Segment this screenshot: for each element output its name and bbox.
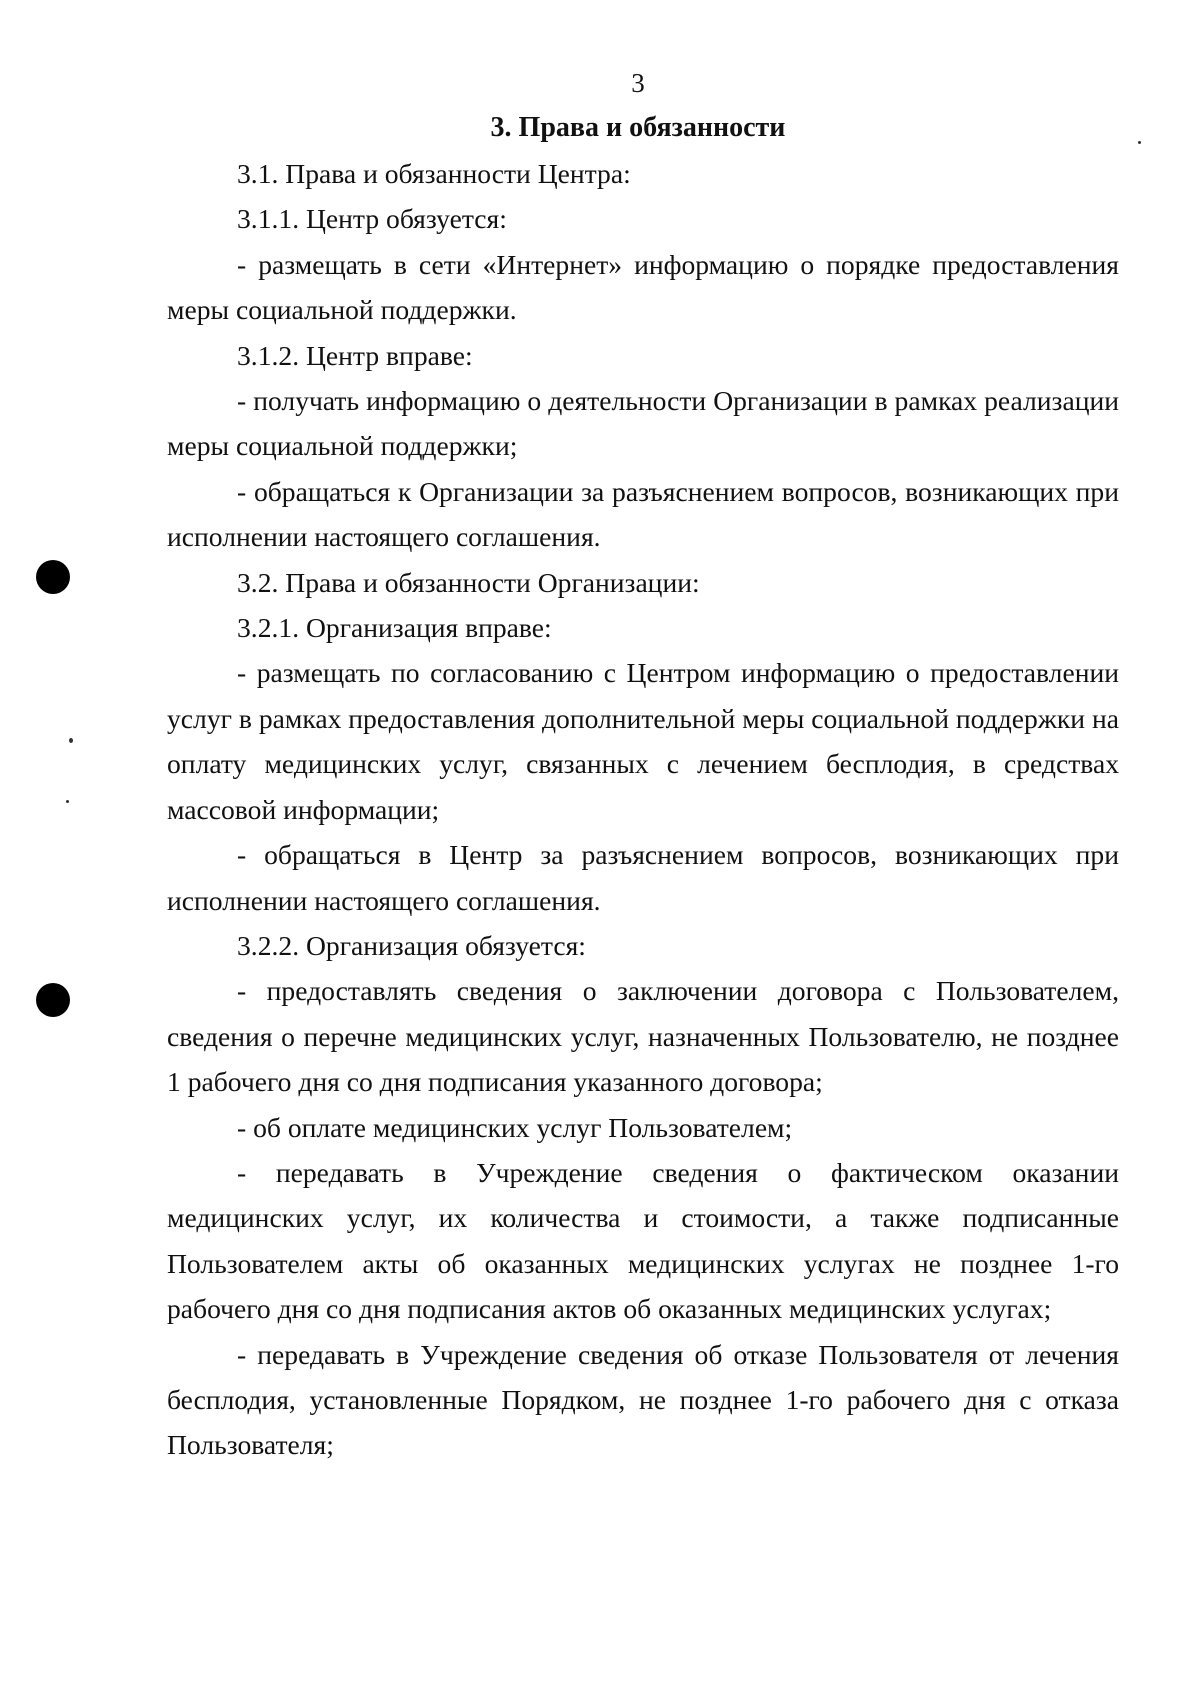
paragraph: - об оплате медицинских услуг Пользователем; [237, 1111, 793, 1143]
paragraph: - обращаться в Центр за разъяснением вопросов, возникающих при исполнении настоящего соглашения. [167, 839, 1119, 916]
paragraph: - предоставлять сведения о заключении договора с Пользователем, сведения о перечне медицинских услуг, назначенных Пользователю, не позднее 1 рабочего дня со дня подписания указанного договора; [167, 975, 1119, 1098]
paragraph: - обращаться к Организации за разъяснением вопросов, возникающих при исполнении настоящего соглашения. [167, 475, 1119, 553]
body-text [167, 151, 1119, 1468]
paragraph: 3.2.1. Организация вправе: [237, 612, 552, 644]
paragraph: - размещать по согласованию с Центром информацию о предоставлении услуг в рамках предоставления дополнительной меры социальной поддержки на оплату медицинских услуг, связанных с лечением бесплодия, в средствах массовой информации; [167, 657, 1119, 825]
paragraph: - получать информацию о деятельности Организации в рамках реализации меры социальной поддержки; [167, 385, 1119, 462]
section-heading: 3. Права и обязанности [490, 112, 786, 143]
paragraph: 3.2. Права и обязанности Организации: [237, 566, 700, 598]
scan-speck [69, 738, 73, 743]
paragraph: 3.1. Права и обязанности Центра: [237, 158, 631, 189]
paragraph: - размещать в сети «Интернет» информацию о порядке предоставления меры социальной поддержки. [167, 248, 1119, 326]
paragraph: - передавать в Учреждение сведения об отказе Пользователя от лечения бесплодия, установленные Порядком, не позднее 1-го рабочего дня с отказа Пользователя; [167, 1338, 1119, 1461]
paragraph: 3.1.2. Центр вправе: [237, 339, 473, 371]
punch-hole-mark [36, 983, 70, 1017]
scan-speck [66, 800, 69, 803]
punch-hole-mark [36, 560, 70, 594]
page-number: 3 [631, 68, 645, 98]
paragraph: 3.1.1. Центр обязуется: [237, 203, 507, 235]
paragraph: - передавать в Учреждение сведения о фактическом оказании медицинских услуг, их количества и стоимости, а также подписанные Пользователем акты об оказанных медицинских услугах не позднее 1-го рабочего дня со дня подписания актов об оказанных медицинских услугах; [167, 1156, 1119, 1325]
paragraph: 3.2.2. Организация обязуется: [237, 929, 586, 961]
